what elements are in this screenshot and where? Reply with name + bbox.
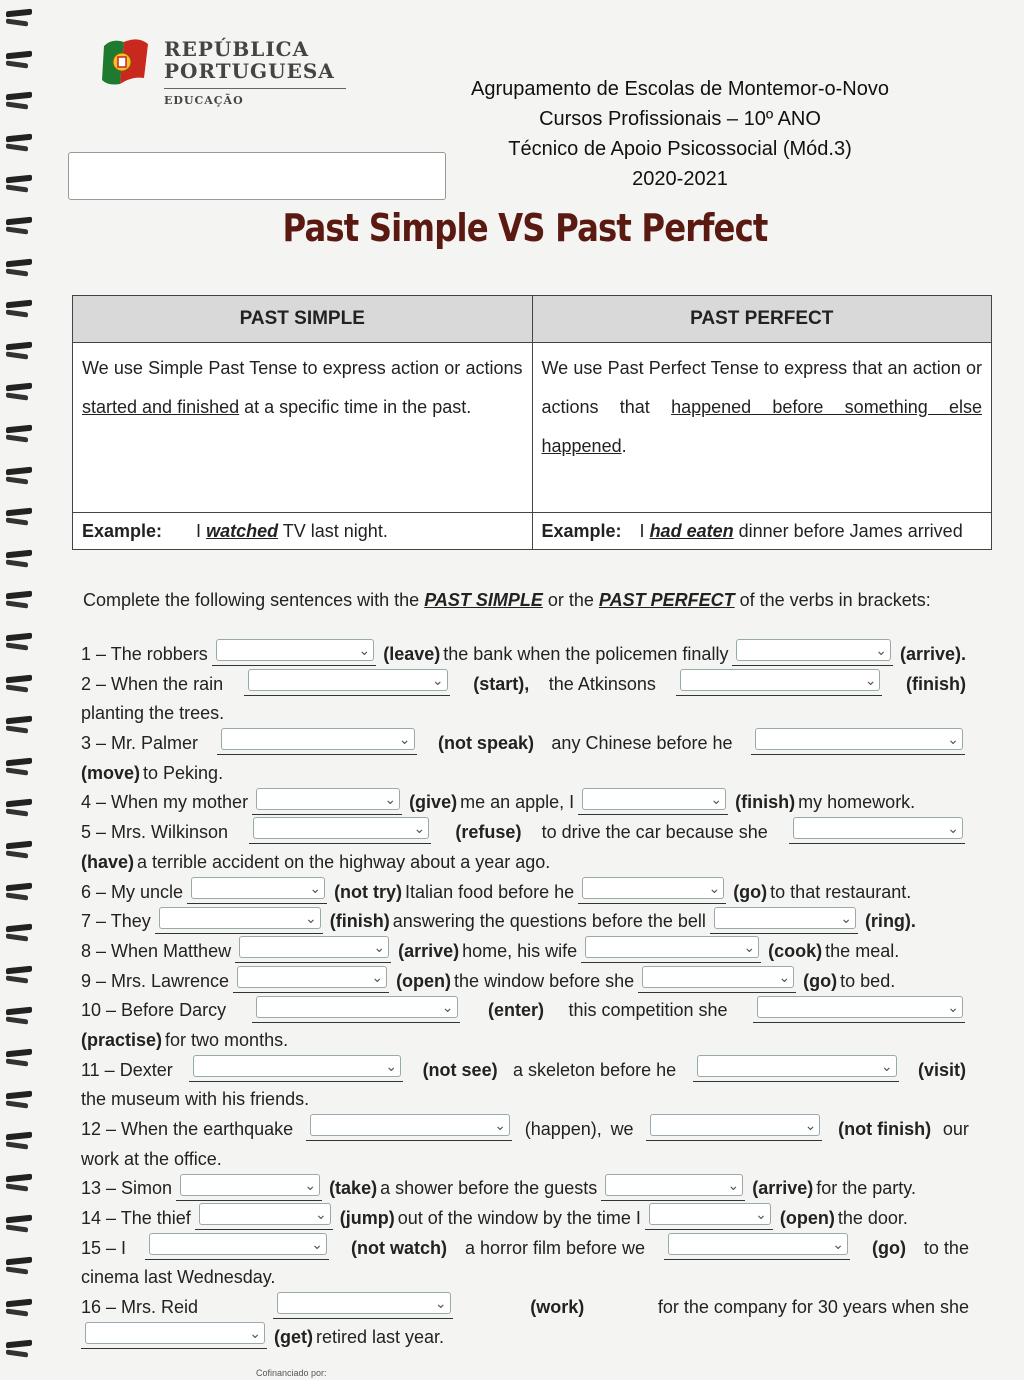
sentence-14: 14 – The thief ⌄ (jump) out of the window by the time I ⌄ (open) the door. (81, 1204, 969, 1234)
sentence-13: 13 – Simon ⌄ (take) a shower before the guests ⌄ (arrive) for the party. (81, 1174, 969, 1204)
grammar-table (72, 295, 992, 550)
answer-dropdown-5b[interactable] (789, 821, 965, 844)
spiral-coil (6, 757, 32, 779)
school-header (420, 74, 940, 194)
past-simple-example: Example: I watched TV last night. (73, 513, 533, 550)
answer-dropdown-6b[interactable] (578, 881, 726, 904)
sentence-16-cont: ⌄ (get) retired last year. (81, 1323, 969, 1353)
sentence-11-cont: the museum with his friends. (81, 1089, 310, 1110)
spiral-coil (6, 466, 32, 488)
spiral-coil (6, 1339, 32, 1361)
instructions: Complete the following sentences with the PAST SIMPLE or the PAST PERFECT of the verbs in brackets: (83, 590, 931, 610)
past-simple-header: PAST SIMPLE (73, 296, 533, 343)
sentence-5-cont: (have) a terrible accident on the highway about a year ago. (81, 851, 551, 872)
past-perfect-example: Example: I had eaten dinner before James arrived (532, 513, 992, 550)
spiral-coil (6, 1006, 32, 1028)
answer-dropdown-2a[interactable] (244, 673, 450, 696)
sentence-15: 15 – I ⌄ (not watch) a horror film before we ⌄ (go) to the (81, 1234, 969, 1264)
answer-dropdown-9a[interactable] (233, 970, 389, 993)
spiral-coil (6, 258, 32, 280)
spiral-coil (6, 8, 32, 30)
spiral-coil (6, 923, 32, 945)
answer-dropdown-4b[interactable] (578, 792, 728, 815)
answer-dropdown-15b[interactable] (664, 1237, 850, 1260)
spiral-coil (6, 590, 32, 612)
spiral-coil (6, 91, 32, 113)
answer-dropdown-16a[interactable] (273, 1296, 453, 1319)
answer-dropdown-11b[interactable] (693, 1059, 899, 1082)
sentence-2-cont: planting the trees. (81, 703, 225, 724)
spiral-coil (6, 1048, 32, 1070)
spiral-coil (6, 299, 32, 321)
answer-dropdown-8a[interactable] (235, 940, 391, 963)
logo-line2: PORTUGUESA (164, 59, 335, 83)
spiral-coil (6, 341, 32, 363)
sentence-12: 12 – When the earthquake ⌄ (happen), we ⌄ (not finish) our (81, 1115, 969, 1145)
sentence-4: 4 – When my mother ⌄ (give) me an apple, I ⌄ (finish) my homework. (81, 788, 969, 818)
sentence-8: 8 – When Matthew ⌄ (arrive) home, his wife ⌄ (cook) the meal. (81, 937, 969, 967)
sentence-1: 1 – The robbers ⌄ (leave) the bank when the policemen finally ⌄ (arrive). (81, 640, 969, 670)
spiral-binding (0, 0, 44, 1380)
spiral-coil (6, 424, 32, 446)
course-name: Cursos Profissionais – 10º ANO (539, 108, 821, 130)
answer-dropdown-10b[interactable] (753, 1000, 965, 1023)
spiral-coil (6, 1256, 32, 1278)
answer-dropdown-3a[interactable] (217, 732, 417, 755)
answer-dropdown-7b[interactable] (710, 911, 858, 934)
logo-subtitle: EDUCAÇÃO (164, 94, 244, 107)
answer-dropdown-2b[interactable] (676, 673, 882, 696)
page-title: Past Simple VS Past Perfect (282, 206, 768, 250)
sentence-3: 3 – Mr. Palmer ⌄ (not speak) any Chinese before he ⌄ (81, 729, 969, 759)
sentence-3-cont: (move) to Peking. (81, 762, 224, 783)
answer-dropdown-12b[interactable] (646, 1118, 822, 1141)
answer-dropdown-14b[interactable] (645, 1207, 773, 1230)
spiral-coil (6, 965, 32, 987)
answer-dropdown-13a[interactable] (176, 1178, 322, 1201)
sentence-5: 5 – Mrs. Wilkinson ⌄ (refuse) to drive the car because she ⌄ (81, 818, 969, 848)
sentence-6: 6 – My uncle ⌄ (not try) Italian food before he ⌄ (go) to that restaurant. (81, 878, 969, 908)
answer-dropdown-14a[interactable] (195, 1207, 333, 1230)
sentence-2: 2 – When the rain ⌄ (start), the Atkinsons ⌄ (finish) (81, 670, 969, 700)
spiral-coil (6, 549, 32, 571)
sentence-16: 16 – Mrs. Reid ⌄ (work) for the company for 30 years when she (81, 1293, 969, 1323)
answer-dropdown-12a[interactable] (306, 1118, 512, 1141)
spiral-coil (6, 507, 32, 529)
spiral-coil (6, 1173, 32, 1195)
spiral-coil (6, 632, 32, 654)
sentence-7: 7 – They ⌄ (finish) answering the questions before the bell ⌄ (ring). (81, 907, 969, 937)
past-perfect-description: We use Past Perfect Tense to express that an action or actions that happened before something else happened. (532, 343, 992, 513)
logo-line1: REPÚBLICA (164, 37, 310, 61)
spiral-coil (6, 1090, 32, 1112)
answer-dropdown-4a[interactable] (252, 792, 402, 815)
sentence-12-cont: work at the office. (81, 1148, 222, 1169)
spiral-coil (6, 840, 32, 862)
spiral-coil (6, 798, 32, 820)
answer-dropdown-7a[interactable] (155, 911, 323, 934)
answer-dropdown-11a[interactable] (189, 1059, 403, 1082)
portugal-flag-icon (98, 36, 150, 90)
sentence-10-cont: (practise) for two months. (81, 1029, 289, 1050)
school-year: 2020-2021 (632, 168, 728, 190)
past-simple-description: We use Simple Past Tense to express action or actions started and finished at a specific time in the past. (73, 343, 533, 513)
answer-dropdown-3b[interactable] (751, 732, 965, 755)
answer-dropdown-8b[interactable] (581, 940, 761, 963)
spiral-coil (6, 674, 32, 696)
past-perfect-header: PAST PERFECT (532, 296, 992, 343)
logo-title (164, 38, 335, 82)
sentence-11: 11 – Dexter ⌄ (not see) a skeleton before he ⌄ (visit) (81, 1056, 969, 1086)
spiral-coil (6, 1214, 32, 1236)
answer-dropdown-16b[interactable] (81, 1326, 267, 1349)
answer-dropdown-13b[interactable] (601, 1178, 745, 1201)
spiral-coil (6, 133, 32, 155)
sentence-15-cont: cinema last Wednesday. (81, 1267, 276, 1288)
exercise-list (81, 640, 969, 1353)
spiral-coil (6, 174, 32, 196)
spiral-coil (6, 216, 32, 238)
spiral-coil (6, 715, 32, 737)
sentence-10: 10 – Before Darcy ⌄ (enter) this competition she ⌄ (81, 996, 969, 1026)
name-input-box[interactable] (68, 152, 446, 200)
answer-dropdown-1b[interactable] (732, 643, 893, 666)
answer-dropdown-9b[interactable] (638, 970, 796, 993)
school-name: Agrupamento de Escolas de Montemor-o-Novo (471, 78, 889, 100)
answer-dropdown-10a[interactable] (252, 1000, 460, 1023)
logo-divider (164, 88, 346, 89)
answer-dropdown-5a[interactable] (249, 821, 431, 844)
spiral-coil (6, 1131, 32, 1153)
spiral-coil (6, 382, 32, 404)
sentence-9: 9 – Mrs. Lawrence ⌄ (open) the window before she ⌄ (go) to bed. (81, 967, 969, 997)
footer-cofinanced: Cofinanciado por: (256, 1368, 327, 1378)
answer-dropdown-1a[interactable] (212, 643, 376, 666)
answer-dropdown-15a[interactable] (145, 1237, 329, 1260)
spiral-coil (6, 882, 32, 904)
answer-dropdown-6a[interactable] (187, 881, 327, 904)
spiral-coil (6, 50, 32, 72)
module-name: Técnico de Apoio Psicossocial (Mód.3) (508, 138, 852, 160)
spiral-coil (6, 1298, 32, 1320)
